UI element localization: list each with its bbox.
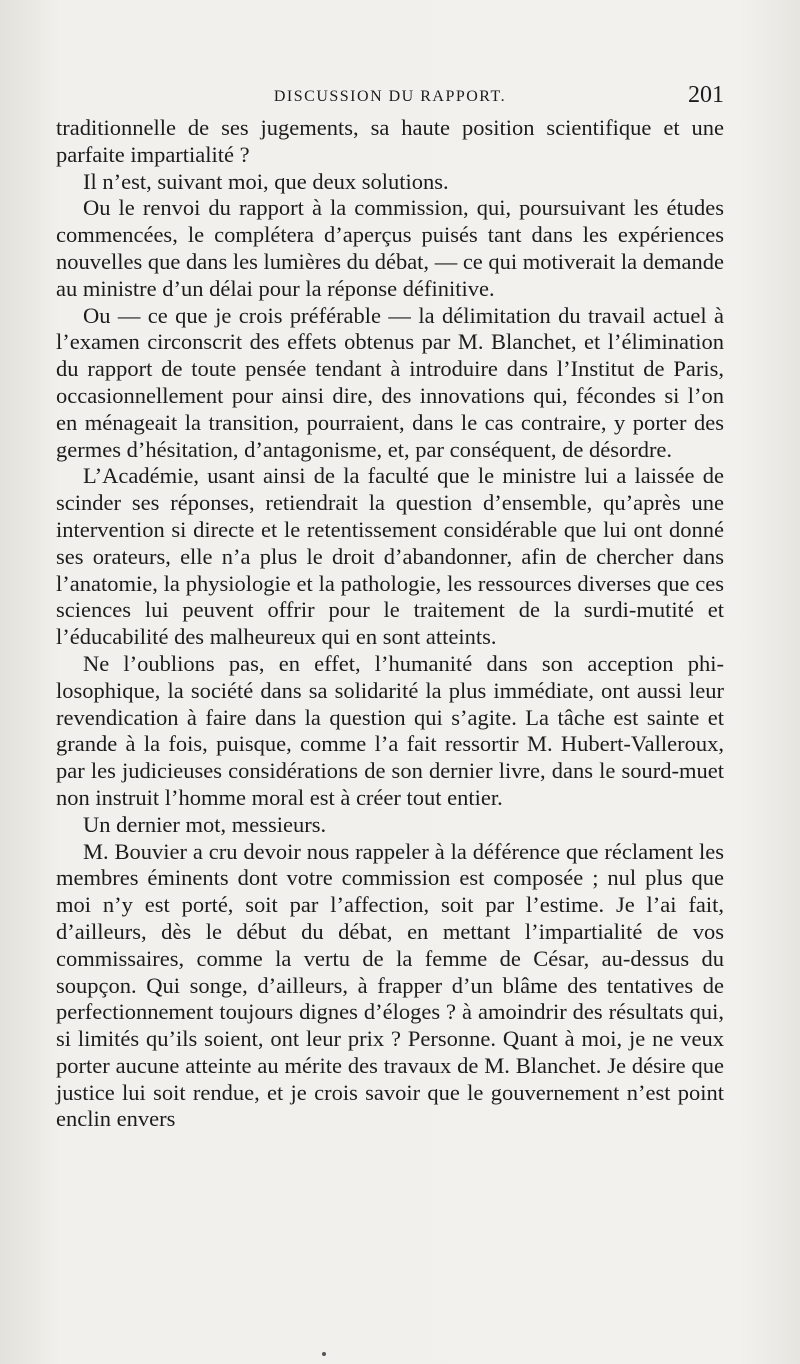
ink-speck [322,1352,326,1356]
page-number: 201 [688,82,724,108]
paragraph: L’Académie, usant ainsi de la faculté que le ministre lui a laissée de scinder ses réponses, retiendrait la question d’ensemble, qu’après une intervention si directe et le retentissement considérable que lui ont donné ses orateurs, elle n’a plus le droit d’abandonner, afin de chercher dans l’anatomie, la physiologie et la pathologie, les ressources diverses que ces sciences lui peuvent offrir pour le traitement de la surdi-mutité et l’éducabilité des malheureux qui en sont atteints. [56,463,724,650]
paragraph: traditionnelle de ses jugements, sa haute position scientifique et une parfaite impartialité ? [56,115,724,167]
paragraph: M. Bouvier a cru devoir nous rappeler à la déférence que réclament les membres éminents dont votre commission est composée ; nul plus que moi n’y est porté, soit par l’affection, soit par l’estime. Je l’ai fait, d’ailleurs, dès le début du débat, en mettant l’impartialité de vos commissaires, comme la vertu de la femme de César, au-dessus du soupçon. Qui songe, d’ailleurs, à frapper d’un blâme des tentatives de perfectionnement toujours dignes d’éloges ? à amoindrir des résultats qui, si limités qu’ils soient, ont leur prix ? Personne. Quant à moi, je ne veux porter aucune atteinte au mérite des travaux de M. Blanchet. Je désire que justice lui soit rendue, et je crois savoir que le gouvernement n’est point enclin envers [56,838,724,1132]
running-title: DISCUSSION DU RAPPORT. [273,88,507,105]
paragraph: Il n’est, suivant moi, que deux solutions. [83,168,449,194]
paragraph: Ou — ce que je crois préférable — la délimitation du travail actuel à l’examen circonscrit des effets obtenus par M. Blanchet, et l’élimination du rapport de toute pensée tendant à introduire dans l’Institut de Paris, occasionnellement pour ainsi dire, des innovations qui, fécondes si l’on en ménageait la transition, pourraient, dans le cas contraire, y porter des germes d’hésitation, d’antagonisme, et, par conséquent, de désordre. [56,302,724,462]
text-body [56,115,724,1133]
running-head [56,82,724,112]
paragraph: Un dernier mot, messieurs. [83,811,327,837]
paragraph: Ou le renvoi du rapport à la commission, qui, poursuivant les études commencées, le complétera d’aperçus puisés tant dans les expériences nouvelles que dans les lumières du débat, — ce qui motiverait la demande au ministre d’un délai pour la réponse définitive. [56,195,724,301]
paragraph: Ne l’oublions pas, en effet, l’humanité dans son acception philosophique, la société dans sa solidarité la plus immédiate, ont aussi leur revendication à faire dans la question qui s’agite. La tâche est sainte et grande à la fois, puisque, comme l’a fait ressortir M. Hubert-Valleroux, par les judicieuses considérations de son dernier livre, dans le sourd-muet non instruit l’homme moral est à créer tout entier. [56,650,724,810]
